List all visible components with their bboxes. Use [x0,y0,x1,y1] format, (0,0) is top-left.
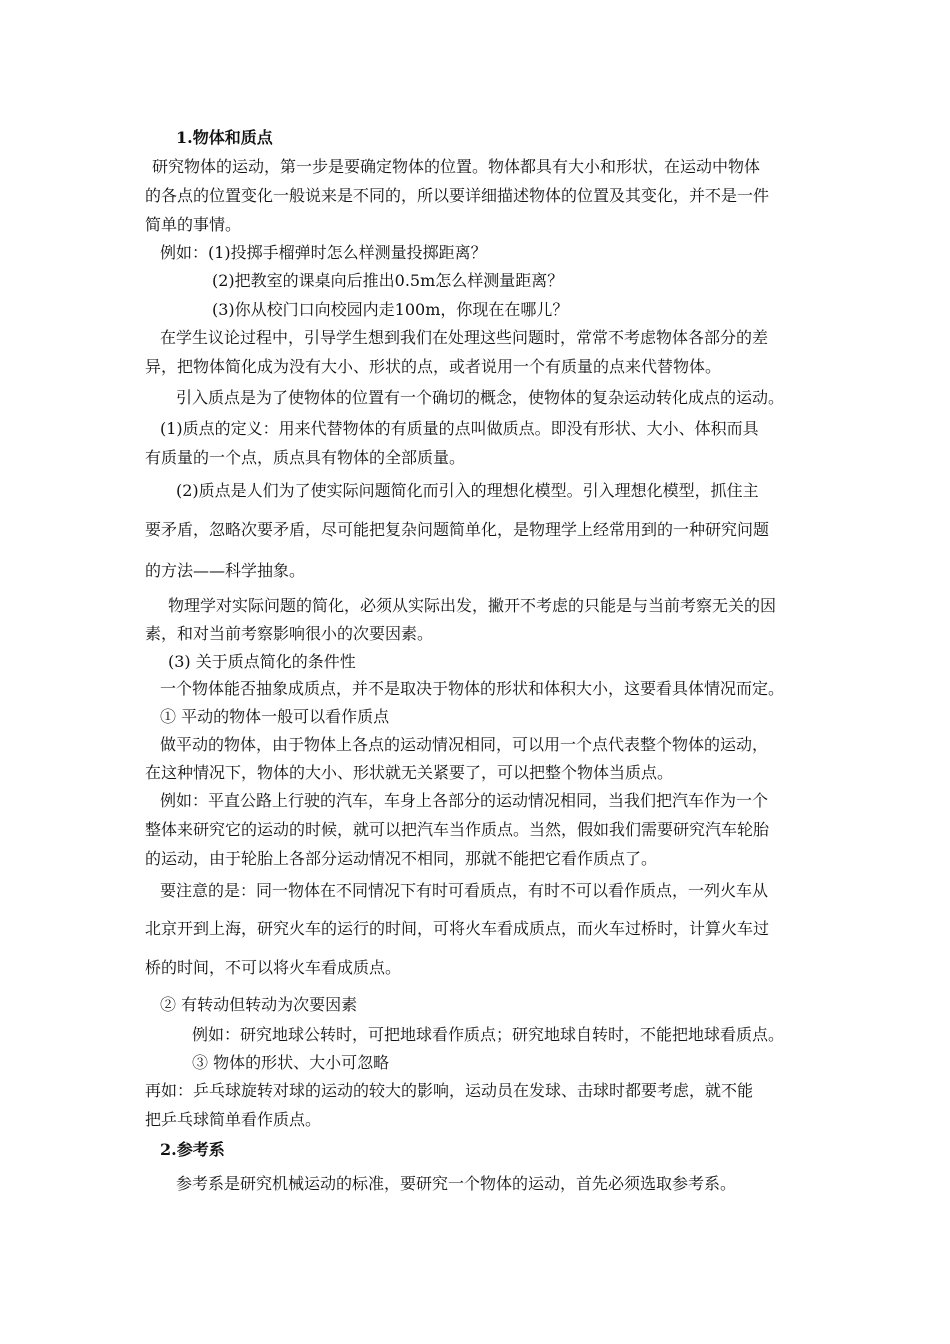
paragraph-line: 的各点的位置变化一般说来是不同的，所以要详细描述物体的位置及其变化，并不是一件 [145,186,770,205]
list-heading: ③ 物体的形状、大小可忽略 [192,1053,390,1072]
paragraph-line: 桥的时间，不可以将火车看成质点。 [145,958,402,977]
paragraph-line: 把乒乓球简单看作质点。 [145,1110,322,1129]
section-2-title: 2.参考系 [160,1140,225,1159]
example-line: (3)你从校门口向校园内走100m，你现在在哪儿？ [212,300,569,319]
list-heading: ① 平动的物体一般可以看作质点 [160,707,390,726]
paragraph-line: 异，把物体简化成为没有大小、形状的点，或者说用一个有质量的点来代替物体。 [145,357,722,376]
paragraph-line: (2)质点是人们为了使实际问题简化而引入的理想化模型。引入理想化模型，抓住主 [176,481,759,500]
paragraph-line: 在学生议论过程中，引导学生想到我们在处理这些问题时，常常不考虑物体各部分的差 [160,328,769,347]
paragraph-line: 例如：平直公路上行驶的汽车，车身上各部分的运动情况相同，当我们把汽车作为一个 [160,791,769,810]
paragraph-line: 在这种情况下，物体的大小、形状就无关紧要了，可以把整个物体当质点。 [145,763,674,782]
paragraph-line: 再如：乒乓球旋转对球的运动的较大的影响，运动员在发球、击球时都要考虑，就不能 [145,1081,754,1100]
example-line: (2)把教室的课桌向后推出0.5m怎么样测量距离？ [212,271,564,290]
paragraph-line: 整体来研究它的运动的时候，就可以把汽车当作质点。当然，假如我们需要研究汽车轮胎 [145,820,770,839]
paragraph-line: 引入质点是为了使物体的位置有一个确切的概念，使物体的复杂运动转化成点的运动。 [176,388,785,407]
paragraph-line: 要注意的是：同一物体在不同情况下有时可看质点，有时不可以看作质点，一列火车从 [160,881,769,900]
section-1-title: 1.物体和质点 [176,128,273,147]
paragraph-line: 要矛盾，忽略次要矛盾，尽可能把复杂问题简单化，是物理学上经常用到的一种研究问题 [145,520,770,539]
paragraph-line: 素，和对当前考察影响很小的次要因素。 [145,624,434,643]
paragraph-line: 一个物体能否抽象成质点，并不是取决于物体的形状和体积大小，这要看具体情况而定。 [160,679,785,698]
paragraph-line: 例如：研究地球公转时，可把地球看作质点；研究地球自转时，不能把地球看质点。 [192,1025,785,1044]
paragraph-line: 有质量的一个点，质点具有物体的全部质量。 [145,448,466,467]
paragraph-line: 的方法——科学抽象。 [145,561,306,580]
list-heading: (3) 关于质点简化的条件性 [168,652,356,671]
paragraph-line: 做平动的物体，由于物体上各点的运动情况相同，可以用一个点代表整个物体的运动， [160,735,769,754]
example-line: 例如：(1)投掷手榴弹时怎么样测量投掷距离？ [160,243,487,262]
paragraph-line: 的运动，由于轮胎上各部分运动情况不相同，那就不能把它看作质点了。 [145,849,658,868]
paragraph-line: 北京开到上海，研究火车的运行的时间，可将火车看成质点，而火车过桥时，计算火车过 [145,919,770,938]
list-heading: ② 有转动但转动为次要因素 [160,995,358,1014]
paragraph-line: 简单的事情。 [145,215,242,234]
paragraph-line: 参考系是研究机械运动的标准，要研究一个物体的运动，首先必须选取参考系。 [176,1174,737,1193]
paragraph-line: (1)质点的定义：用来代替物体的有质量的点叫做质点。即没有形状、大小、体积而具 [160,419,759,438]
paragraph-line: 物理学对实际问题的简化，必须从实际出发，撇开不考虑的只能是与当前考察无关的因 [168,596,777,615]
paragraph-line: 研究物体的运动，第一步是要确定物体的位置。物体都具有大小和形状，在运动中物体 [152,157,761,176]
